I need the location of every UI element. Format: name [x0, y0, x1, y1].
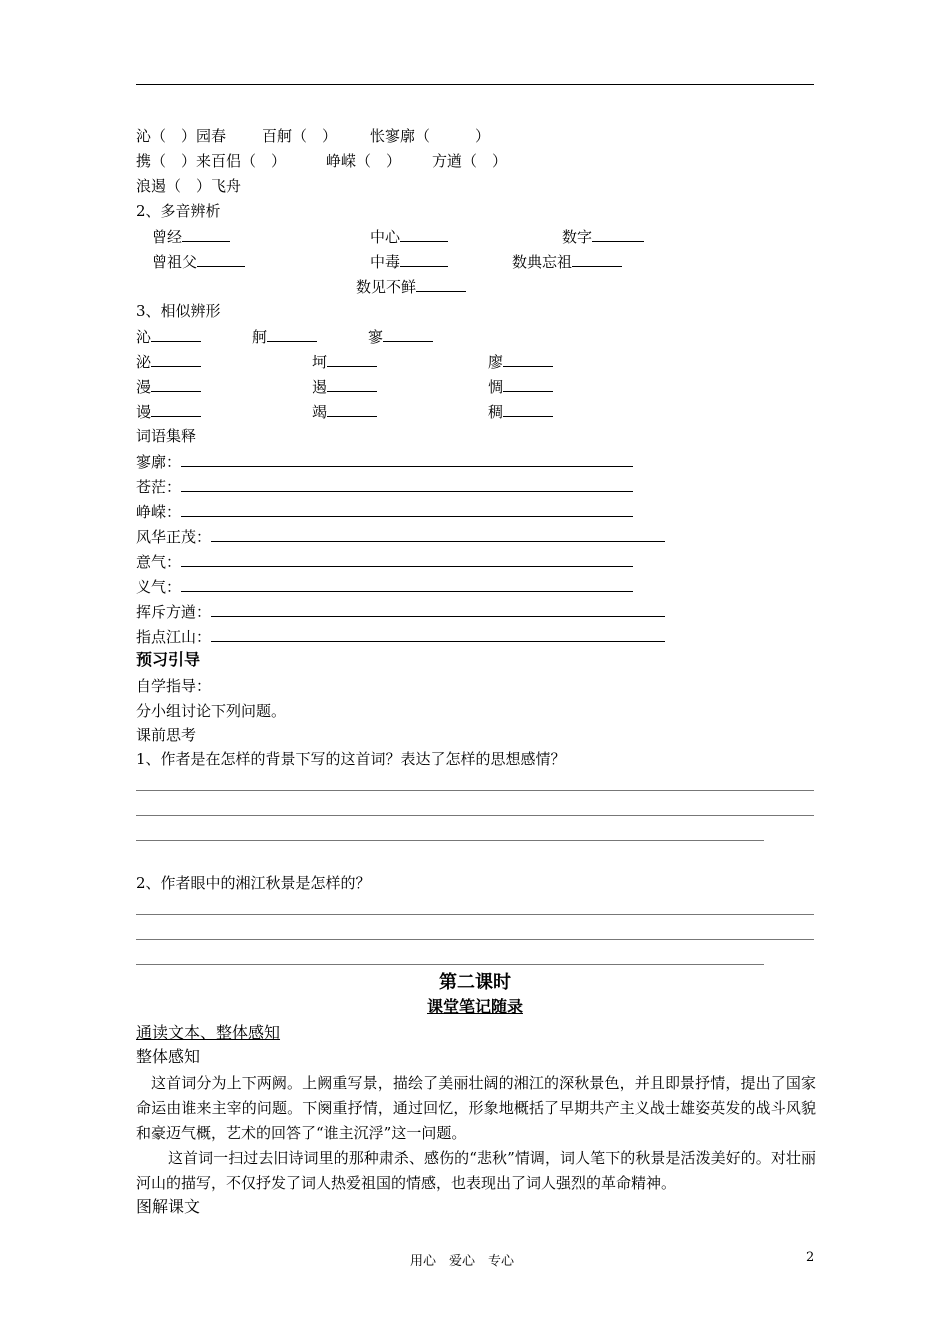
polyphone-item: 中毒	[370, 251, 448, 272]
lesson2-subtitle: 课堂笔记随录	[426, 997, 523, 1016]
answer-line	[136, 840, 764, 841]
sub-heading: 整体感知	[136, 1047, 201, 1066]
shape-item: 谩	[136, 401, 201, 422]
polyphone-item: 数见不鲜	[356, 276, 466, 297]
pre-class-label: 课前思考	[136, 726, 197, 744]
figure-heading: 图解课文	[136, 1197, 201, 1216]
polyphone-item: 数典忘祖	[512, 251, 622, 272]
shape-item: 惆	[488, 376, 553, 397]
group-discussion: 分小组讨论下列问题。	[136, 702, 287, 720]
self-study-label: 自学指导：	[136, 677, 212, 695]
question-2: 2、作者眼中的湘江秋景是怎样的？	[136, 874, 371, 892]
pinyin-row-1-item-3: 怅寥廓（ ）	[370, 127, 491, 145]
paragraph-1: 这首词分为上下两阙。上阙重写景，描绘了美丽壮阔的湘江的深秋景色，并且即景抒情，提出了国家命运由谁来主宰的问题。下阕重抒情，通过回忆，形象地概括了早期共产主义战士雄姿英发的战斗风貌和豪迈气概，艺术的回答了“谁主沉浮”这一问题。	[136, 1074, 816, 1142]
pinyin-row-2-item-3: 方遒（ ）	[432, 152, 508, 170]
shape-item: 坷	[312, 351, 377, 372]
question-1: 1、作者是在怎样的背景下写的这首词？表达了怎样的思想感情？	[136, 750, 566, 768]
shape-item: 廖	[488, 351, 553, 372]
paragraph-2: 这首词一扫过去旧诗词里的那种肃杀、感伤的“悲秋”情调，词人笔下的秋景是活泼美好的。对壮丽河山的描写，不仅抒发了词人热爱祖国的情感，也表现出了词人强烈的革命精神。	[136, 1149, 816, 1192]
pinyin-row-2-item-1: 携（ ）来百侣（ ）	[136, 152, 287, 170]
vocab-item: 寥廓：	[136, 451, 633, 472]
vocab-item: 指点江山：	[136, 626, 665, 647]
pinyin-row-1-item-2: 百舸（ ）	[262, 127, 338, 145]
shape-item: 寥	[368, 326, 433, 347]
shape-item: 遏	[312, 376, 377, 397]
pinyin-row-3-item-1: 浪遏（ ）飞舟	[136, 177, 242, 195]
answer-line	[136, 939, 814, 940]
footer-motto: 用心 爱心 专心	[410, 1254, 515, 1269]
answer-line	[136, 964, 764, 965]
shape-item: 舸	[252, 326, 317, 347]
polyphone-item: 曾经	[152, 226, 230, 247]
shape-item: 漫	[136, 376, 201, 397]
answer-line	[136, 790, 814, 791]
section-heading: 通读文本、整体感知	[136, 1023, 281, 1042]
vocab-title: 词语集释	[136, 427, 197, 445]
shape-item: 沁	[136, 326, 201, 347]
polyphone-item: 数字	[562, 226, 644, 247]
polyphone-item: 中心	[370, 226, 448, 247]
shape-item: 竭	[312, 401, 377, 422]
vocab-item: 峥嵘：	[136, 501, 633, 522]
lesson2-title: 第二课时	[439, 972, 511, 993]
vocab-item: 风华正茂：	[136, 526, 665, 547]
vocab-item: 挥斥方遒：	[136, 601, 665, 622]
shape-item: 泌	[136, 351, 201, 372]
pinyin-row-1-item-1: 沁（ ）园春	[136, 127, 227, 145]
section3-title: 3、相似辨形	[136, 302, 221, 320]
pinyin-row-2-item-2: 峥嵘（ ）	[326, 152, 402, 170]
vocab-item: 苍茫：	[136, 476, 633, 497]
preview-heading: 预习引导	[136, 650, 201, 669]
answer-line	[136, 914, 814, 915]
shape-item: 稠	[488, 401, 553, 422]
page-number: 2	[806, 1250, 815, 1265]
header-rule	[136, 84, 814, 85]
vocab-item: 义气：	[136, 576, 633, 597]
polyphone-item: 曾祖父	[152, 251, 245, 272]
answer-line	[136, 815, 814, 816]
vocab-item: 意气：	[136, 551, 633, 572]
section2-title: 2、多音辨析	[136, 202, 221, 220]
